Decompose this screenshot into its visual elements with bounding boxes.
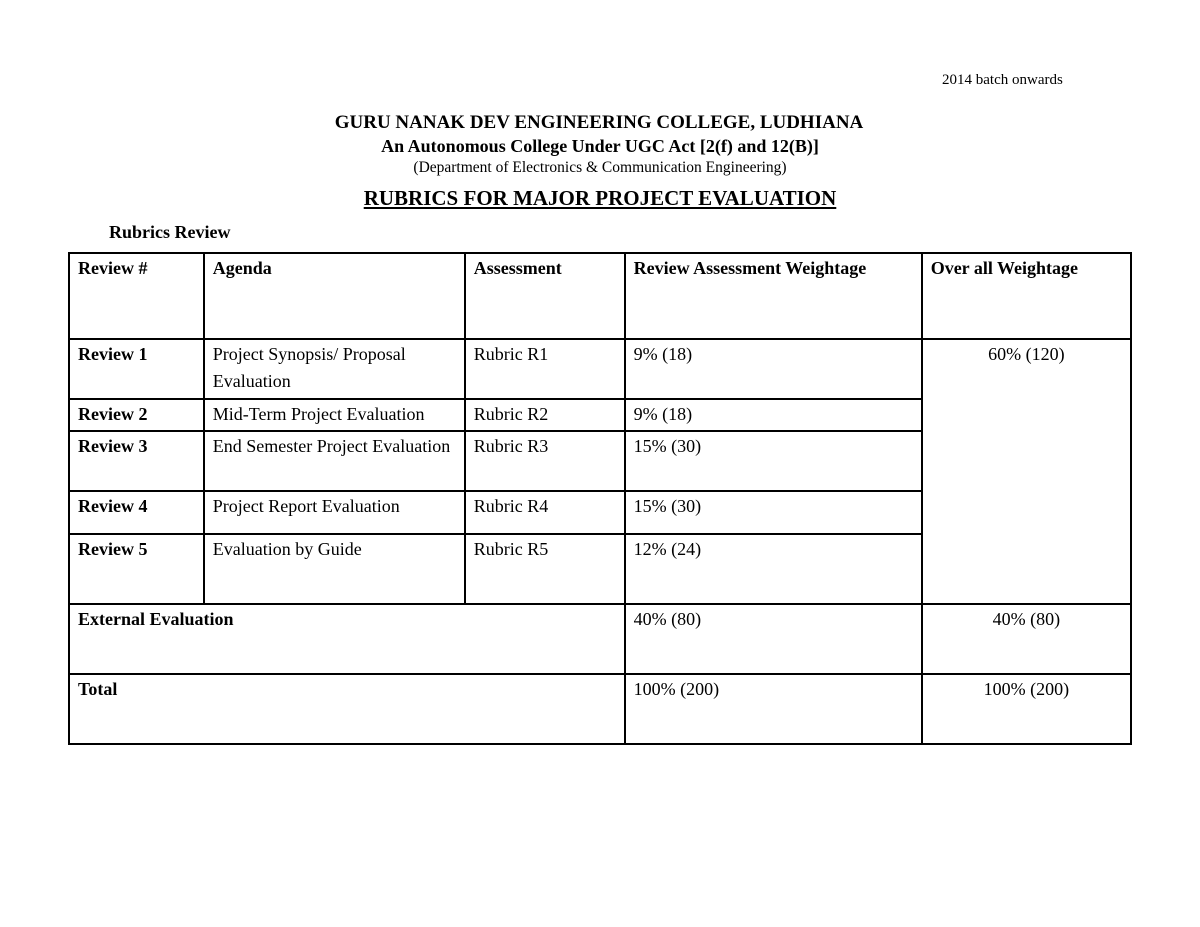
department-name: (Department of Electronics & Communication Engineering) — [413, 159, 787, 176]
review-cell: Review 2 — [69, 399, 204, 431]
weightage-cell: 9% (18) — [625, 339, 922, 399]
total-overall-cell: 100% (200) — [922, 674, 1131, 744]
section-label: Rubrics Review — [109, 222, 231, 242]
autonomy-statement: An Autonomous College Under UGC Act [2(f) and 12(B)] — [381, 136, 819, 156]
agenda-cell: Evaluation by Guide — [204, 534, 465, 604]
column-header-review-weightage: Review Assessment Weightage — [625, 253, 922, 339]
review-cell: Review 1 — [69, 339, 204, 399]
total-weightage-cell: 100% (200) — [625, 674, 922, 744]
table-header-row — [69, 253, 1131, 339]
table-row — [69, 339, 1131, 399]
review-cell: Review 3 — [69, 431, 204, 491]
college-name: GURU NANAK DEV ENGINEERING COLLEGE, LUDHIANA — [334, 112, 864, 133]
weightage-cell: 15% (30) — [625, 431, 922, 491]
agenda-cell: Mid-Term Project Evaluation — [204, 399, 465, 431]
rubrics-table — [68, 252, 1132, 745]
external-evaluation-row — [69, 604, 1131, 674]
assessment-cell: Rubric R3 — [465, 431, 625, 491]
assessment-cell: Rubric R5 — [465, 534, 625, 604]
weightage-cell: 12% (24) — [625, 534, 922, 604]
column-header-assessment: Assessment — [465, 253, 625, 339]
column-header-review: Review # — [69, 253, 204, 339]
external-overall-cell: 40% (80) — [922, 604, 1131, 674]
external-evaluation-label: External Evaluation — [69, 604, 625, 674]
external-weightage-cell: 40% (80) — [625, 604, 922, 674]
document-header — [0, 112, 1200, 211]
total-row — [69, 674, 1131, 744]
column-header-overall-weightage: Over all Weightage — [922, 253, 1131, 339]
batch-note: 2014 batch onwards — [942, 72, 1063, 88]
document-title: RUBRICS FOR MAJOR PROJECT EVALUATION — [363, 186, 837, 210]
agenda-cell: Project Report Evaluation — [204, 491, 465, 534]
weightage-cell: 9% (18) — [625, 399, 922, 431]
column-header-agenda: Agenda — [204, 253, 465, 339]
assessment-cell: Rubric R1 — [465, 339, 625, 399]
total-label: Total — [69, 674, 625, 744]
review-cell: Review 5 — [69, 534, 204, 604]
agenda-cell: End Semester Project Evaluation — [204, 431, 465, 491]
weightage-cell: 15% (30) — [625, 491, 922, 534]
review-cell: Review 4 — [69, 491, 204, 534]
assessment-cell: Rubric R2 — [465, 399, 625, 431]
agenda-cell: Project Synopsis/ Proposal Evaluation — [204, 339, 465, 399]
assessment-cell: Rubric R4 — [465, 491, 625, 534]
internal-overall-weightage-cell: 60% (120) — [922, 339, 1131, 604]
